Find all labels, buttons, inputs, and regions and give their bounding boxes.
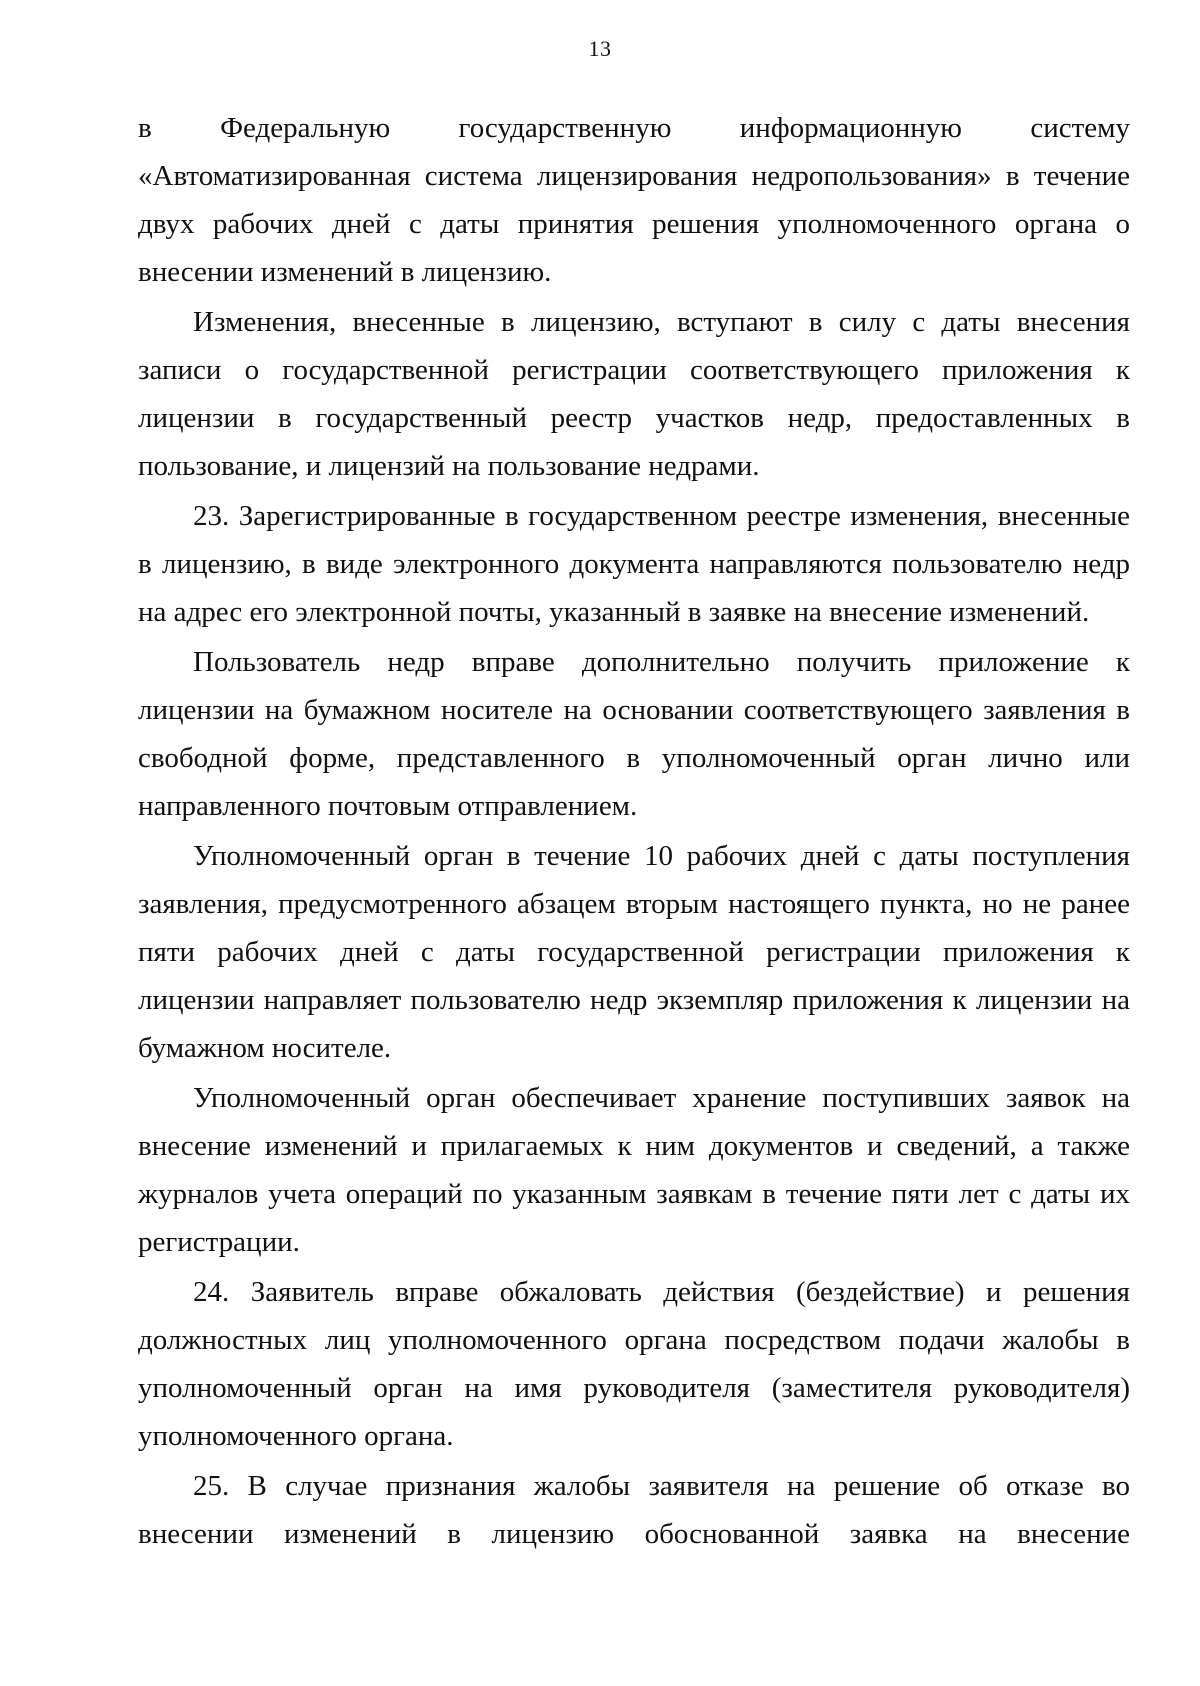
paragraph-storage: Уполномоченный орган обеспечивает хранение поступивших заявок на внесение изменений и прилагаемых к ним документов и сведений, а также журналов учета операций по указанным заявкам в течение пяти лет с даты их регистрации.: [138, 1082, 1130, 1258]
paragraph-item-25: 25. В случае признания жалобы заявителя на решение об отказе во внесении изменений в лицензию обоснованной заявка на внесение: [138, 1470, 1130, 1550]
paragraph-paper-copy-right: Пользователь недр вправе дополнительно получить приложение к лицензии на бумажном носителе на основании соответствующего заявления в свободной форме, представленного в уполномоченный орган лично или направленного почтовым отправлением.: [138, 646, 1130, 822]
paragraph-continuation-rest: «Автоматизированная система лицензирования недропользования» в течение двух рабочих дней с даты принятия решения уполномоченного органа о внесении изменений в лицензию.: [138, 160, 1130, 288]
paragraph-item-24: 24. Заявитель вправе обжаловать действия (бездействие) и решения должностных лиц уполномоченного органа посредством подачи жалобы в уполномоченный орган на имя руководителя (заместителя руководителя) уполномоченного органа.: [138, 1276, 1130, 1452]
page-number: 13: [588, 36, 612, 61]
paragraph-continuation-first-line: в Федеральную государственную информационную систему: [138, 112, 1130, 144]
paragraph-paper-copy-term: Уполномоченный орган в течение 10 рабочих дней с даты поступления заявления, предусмотренного абзацем вторым настоящего пункта, но не ранее пяти рабочих дней с даты государственной регистрации приложения к лицензии направляет пользователю недр экземпляр приложения к лицензии на бумажном носителе.: [138, 840, 1130, 1064]
paragraph-changes-effective: Изменения, внесенные в лицензию, вступают в силу с даты внесения записи о государственной регистрации соответствующего приложения к лицензии в государственный реестр участков недр, предоставленных в пользование, и лицензий на пользование недрами.: [138, 306, 1130, 482]
document-body: [138, 104, 1130, 1558]
paragraph-item-23: 23. Зарегистрированные в государственном реестре изменения, внесенные в лицензию, в виде электронного документа направляются пользователю недр на адрес его электронной почты, указанный в заявке на внесение изменений.: [138, 500, 1130, 628]
